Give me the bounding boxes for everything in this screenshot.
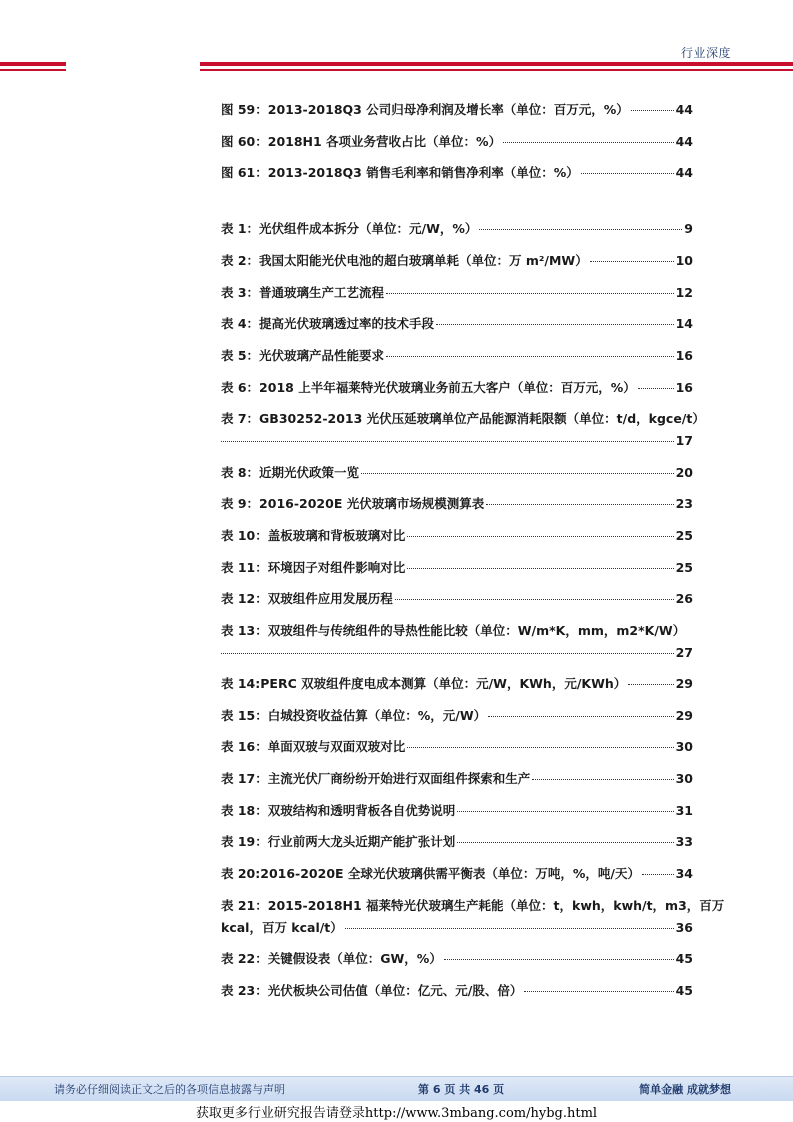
toc-entry-figure-61[interactable]: 图 61：2013-2018Q3 销售毛利率和销售净利率（单位：%） 44 (221, 165, 693, 180)
toc-entry-table-13[interactable]: 表 13：双玻组件与传统组件的导热性能比较（单位：W/m*K，mm，m2*K/W） 27 (221, 623, 693, 660)
toc-entry-table-2[interactable]: 表 2：我国太阳能光伏电池的超白玻璃单耗（单位：万 m²/MW） 10 (221, 253, 693, 268)
footer-disclaimer: 请务必仔细阅读正文之后的各项信息披露与声明 (54, 1083, 285, 1096)
toc-entry-table-17[interactable]: 表 17：主流光伏厂商纷纷开始进行双面组件探索和生产 30 (221, 771, 693, 786)
toc-entry-figure-59[interactable]: 图 59：2013-2018Q3 公司归母净利润及增长率（单位：百万元，%） 44 (221, 102, 693, 117)
toc-entry-table-7[interactable]: 表 7：GB30252-2013 光伏压延玻璃单位产品能源消耗限额（单位：t/d，kgce/t） 17 (221, 411, 705, 448)
header-rule-left-thin (0, 69, 66, 71)
header-rule-left-thick (0, 62, 66, 66)
toc-entry-figure-60[interactable]: 图 60：2018H1 各项业务营收占比（单位：%） 44 (221, 134, 693, 149)
toc-entry-table-19[interactable]: 表 19：行业前两大龙头近期产能扩张计划 33 (221, 834, 693, 849)
toc-entry-table-8[interactable]: 表 8：近期光伏政策一览 20 (221, 465, 693, 480)
toc-entry-table-23[interactable]: 表 23：光伏板块公司估值（单位：亿元、元/股、倍） 45 (221, 983, 693, 998)
header-rule-right-thin (200, 69, 793, 71)
footer-page-info: 第 6 页 共 46 页 (418, 1083, 505, 1096)
toc-entry-table-3[interactable]: 表 3：普通玻璃生产工艺流程 12 (221, 285, 693, 300)
toc-entry-table-22[interactable]: 表 22：关键假设表（单位：GW，%） 45 (221, 951, 693, 966)
toc-entry-table-6[interactable]: 表 6：2018 上半年福莱特光伏玻璃业务前五大客户（单位：百万元，%） 16 (221, 380, 693, 395)
toc-entry-table-21[interactable]: 表 21：2015-2018H1 福莱特光伏玻璃生产耗能（单位：t，kwh，kwh/t，m3，百万 kcal，百万 kcal/t） 36 (221, 898, 725, 935)
toc-entry-table-10[interactable]: 表 10：盖板玻璃和背板玻璃对比 25 (221, 528, 693, 543)
header-label: 行业深度 (680, 46, 731, 60)
toc-entry-table-1[interactable]: 表 1：光伏组件成本拆分（单位：元/W，%） 9 (221, 221, 693, 236)
toc-entry-table-15[interactable]: 表 15：白城投资收益估算（单位：%，元/W） 29 (221, 708, 693, 723)
toc-entry-table-4[interactable]: 表 4：提高光伏玻璃透过率的技术手段 14 (221, 316, 693, 331)
toc-entry-table-18[interactable]: 表 18：双玻结构和透明背板各自优势说明 31 (221, 803, 693, 818)
toc-entry-table-11[interactable]: 表 11：环境因子对组件影响对比 25 (221, 560, 693, 575)
header-rule-right-thick (200, 62, 793, 66)
footer-slogan: 简单金融 成就梦想 (639, 1083, 731, 1096)
toc-entry-table-16[interactable]: 表 16：单面双玻与双面双玻对比 30 (221, 739, 693, 754)
watermark-text: 获取更多行业研究报告请登录http://www.3mbang.com/hybg.html (195, 1106, 598, 1121)
toc-entry-table-9[interactable]: 表 9：2016-2020E 光伏玻璃市场规模测算表 23 (221, 496, 693, 511)
toc-entry-table-5[interactable]: 表 5：光伏玻璃产品性能要求 16 (221, 348, 693, 363)
toc-entry-table-12[interactable]: 表 12：双玻组件应用发展历程 26 (221, 591, 693, 606)
toc-entry-table-14[interactable]: 表 14:PERC 双玻组件度电成本测算（单位：元/W，KWh，元/KWh） 29 (221, 676, 693, 691)
toc-entry-table-20[interactable]: 表 20:2016-2020E 全球光伏玻璃供需平衡表（单位：万吨，%，吨/天） 34 (221, 866, 693, 881)
